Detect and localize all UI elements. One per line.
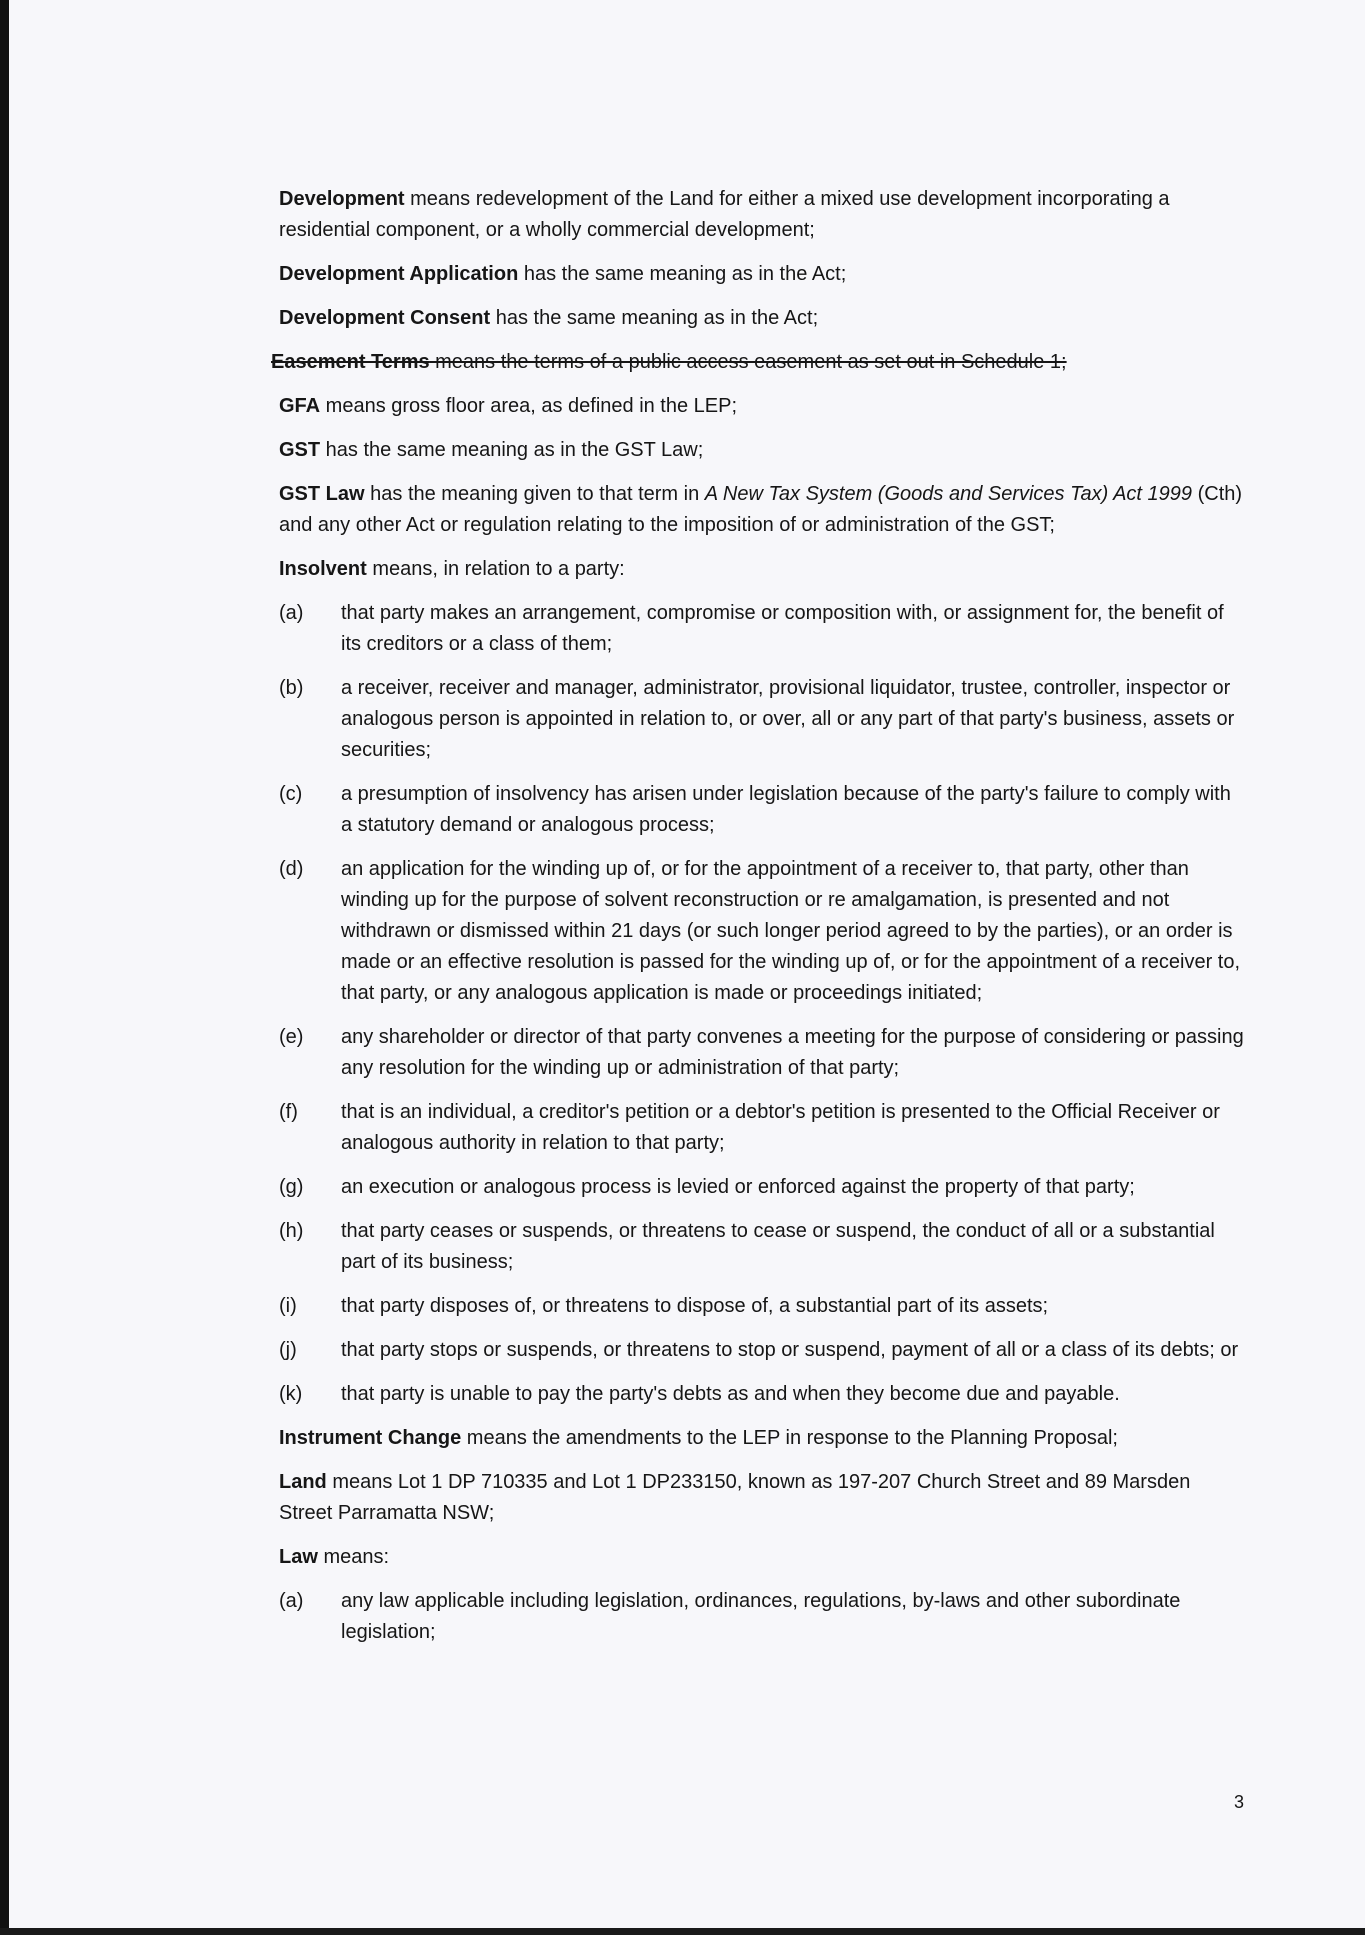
- item-text: any shareholder or director of that party convenes a meeting for the purpose of considering or passing any resolution for the winding up or administration of that party;: [341, 1026, 1244, 1079]
- definition-development: [279, 184, 1244, 246]
- defined-term: Land: [279, 1471, 327, 1493]
- list-item: [279, 1586, 1244, 1648]
- list-item: [279, 1291, 1244, 1322]
- list-item: [279, 1022, 1244, 1084]
- list-item: [279, 779, 1244, 841]
- definition-text: has the same meaning as in the GST Law;: [320, 439, 704, 461]
- definition-law: [279, 1542, 1244, 1573]
- item-text: a presumption of insolvency has arisen under legislation because of the party's failure to comply with a statutory demand or analogous process;: [341, 783, 1231, 836]
- defined-term: Easement Terms: [271, 351, 430, 373]
- defined-term: Law: [279, 1546, 318, 1568]
- defined-term: Development: [279, 188, 405, 210]
- definition-development-consent: [279, 303, 1244, 334]
- item-label: (i): [279, 1295, 297, 1317]
- definition-text: means redevelopment of the Land for either a mixed use development incorporating a residential component, or a wholly commercial development;: [279, 188, 1170, 241]
- item-text: that party makes an arrangement, compromise or composition with, or assignment for, the benefit of its creditors or a class of them;: [341, 602, 1224, 655]
- list-item: [279, 1172, 1244, 1203]
- definition-insolvent: [279, 554, 1244, 585]
- item-label: (a): [279, 1590, 304, 1612]
- defined-term: GST: [279, 439, 321, 461]
- defined-term: GST Law: [279, 483, 365, 505]
- definition-text: means gross floor area, as defined in the LEP;: [320, 395, 738, 417]
- list-item: [279, 1379, 1244, 1410]
- item-text: that party ceases or suspends, or threatens to cease or suspend, the conduct of all or a substantial part of its business;: [341, 1220, 1215, 1273]
- definition-text: means:: [317, 1546, 390, 1568]
- item-text: an application for the winding up of, or for the appointment of a receiver to, that party, other than winding up for the purpose of solvent reconstruction or re amalgamation, is presented and not withdrawn or dismissed within 21 days (or such longer period agreed to by the parties), or an order is made or an effective resolution is passed for the winding up of, or for the appointment of a receiver to, that party, or any analogous application is made or proceedings initiated;: [341, 858, 1241, 1004]
- item-label: (a): [279, 602, 304, 624]
- item-label: (f): [279, 1101, 298, 1123]
- item-text: an execution or analogous process is levied or enforced against the property of that party;: [341, 1176, 1135, 1198]
- definition-text: means Lot 1 DP 710335 and Lot 1 DP233150, known as 197-207 Church Street and 89 Marsden Street Parramatta NSW;: [279, 1471, 1191, 1524]
- definition-instrument-change: [279, 1423, 1244, 1454]
- item-text: that party disposes of, or threatens to dispose of, a substantial part of its assets;: [341, 1295, 1049, 1317]
- item-label: (h): [279, 1220, 304, 1242]
- item-label: (e): [279, 1026, 304, 1048]
- definition-text: (Cth) and any other Act or regulation relating to the imposition of or administration of the GST;: [279, 483, 1243, 536]
- item-text: a receiver, receiver and manager, administrator, provisional liquidator, trustee, controller, inspector or analogous person is appointed in relation to, or over, all or any part of that party's business, assets or securities;: [341, 677, 1235, 761]
- definition-text: has the same meaning as in the Act;: [490, 307, 819, 329]
- defined-term: Insolvent: [279, 558, 367, 580]
- item-text: that is an individual, a creditor's petition or a debtor's petition is presented to the Official Receiver or analogous authority in relation to that party;: [341, 1101, 1220, 1154]
- definition-land: [279, 1467, 1244, 1529]
- item-label: (g): [279, 1176, 304, 1198]
- definition-text: has the same meaning as in the Act;: [518, 263, 847, 285]
- definition-text: means the terms of a public access easement as set out in Schedule 1;: [429, 351, 1067, 373]
- item-text: any law applicable including legislation, ordinances, regulations, by-laws and other subordinate legislation;: [341, 1590, 1181, 1643]
- definition-easement-terms-struck: [271, 347, 1244, 378]
- scan-edge-left: [0, 0, 9, 1935]
- definition-development-application: [279, 259, 1244, 290]
- definition-text: means, in relation to a party:: [366, 558, 625, 580]
- defined-term: Development Consent: [279, 307, 491, 329]
- list-item: [279, 1097, 1244, 1159]
- list-item: [279, 1335, 1244, 1366]
- item-label: (j): [279, 1339, 297, 1361]
- list-item: [279, 1216, 1244, 1278]
- list-item: [279, 598, 1244, 660]
- item-label: (b): [279, 677, 304, 699]
- defined-term: GFA: [279, 395, 321, 417]
- list-item: [279, 673, 1244, 766]
- item-label: (c): [279, 783, 303, 805]
- list-item: [279, 854, 1244, 1009]
- definition-gst-law: [279, 479, 1244, 541]
- item-text: that party is unable to pay the party's debts as and when they become due and payable.: [341, 1383, 1120, 1405]
- item-label: (k): [279, 1383, 303, 1405]
- definition-gfa: [279, 391, 1244, 422]
- act-title: A New Tax System (Goods and Services Tax) Act 1999: [704, 483, 1193, 505]
- item-text: that party stops or suspends, or threatens to stop or suspend, payment of all or a class of its debts; or: [341, 1339, 1239, 1361]
- definition-text: has the meaning given to that term in: [364, 483, 705, 505]
- page-number: 3: [1234, 1792, 1245, 1812]
- document-body: [271, 184, 1244, 1661]
- definition-gst: [279, 435, 1244, 466]
- item-label: (d): [279, 858, 304, 880]
- defined-term: Development Application: [279, 263, 519, 285]
- scan-edge-bottom: [0, 1928, 1365, 1935]
- definition-text: means the amendments to the LEP in response to the Planning Proposal;: [461, 1427, 1118, 1449]
- defined-term: Instrument Change: [279, 1427, 462, 1449]
